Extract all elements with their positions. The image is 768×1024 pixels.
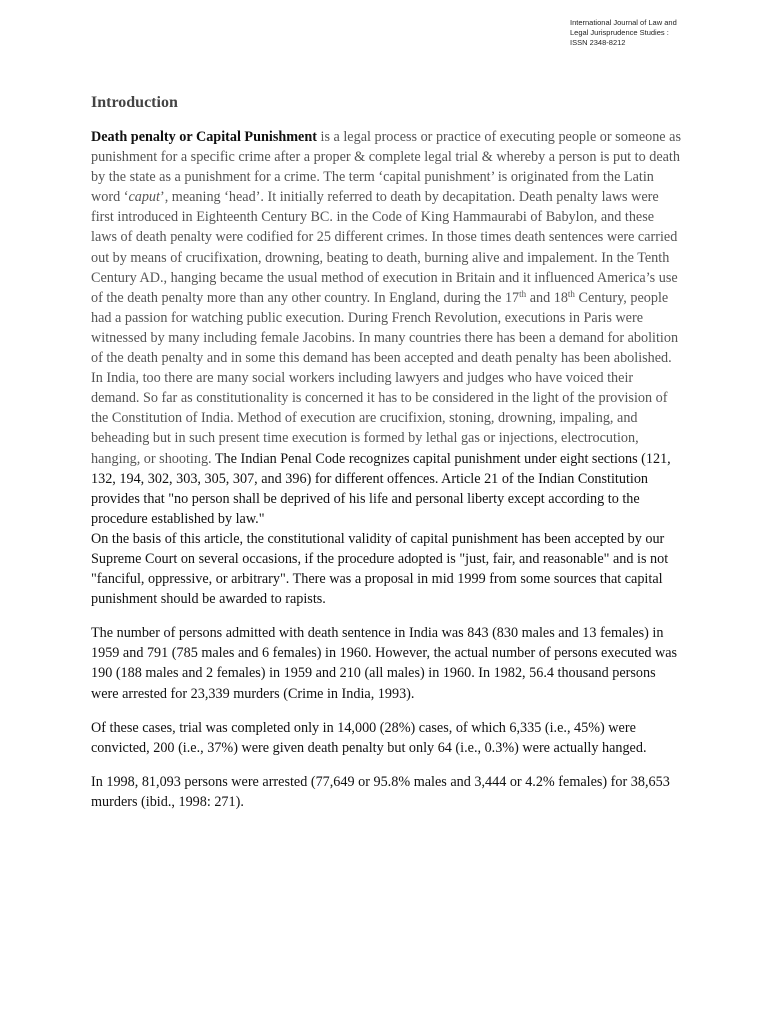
section-heading: Introduction bbox=[91, 94, 178, 111]
statistics-paragraph-1: The number of persons admitted with death sentence in India was 843 (830 males and 13 females) in 1959 and 791 (785 males and 6 females) in 1960. However, the actual number of persons executed was 190 (188 males and 2 females) in 1959 and 210 (all males) in 1960. In 1982, 56.4 thousand persons were arrested for 23,339 murders (Crime in India, 1993). bbox=[91, 625, 678, 702]
para1-text-basis: On the basis of this article, the constitutional validity of capital punishment has been accepted by our Supreme Court on several occasions, if the procedure adopted is "just, fair, and reasonable" and is not "fanciful, oppressive, or arbitrary". There was a proposal in mid 1999 from some sources that capital punishment should be awarded to rapists. bbox=[91, 530, 669, 608]
journal-issn: ISSN 2348-8212 bbox=[570, 38, 626, 47]
para1-text-a: is a legal process or practice of executing people or someone as punishment for a specific crime after a proper & complete legal trial & whereby a person is put to death by the state as a punishment for a crime. The term ‘capital punishment’ is originated from the Latin word ‘ bbox=[91, 129, 681, 206]
document-body bbox=[91, 92, 681, 812]
statistics-paragraph-3: In 1998, 81,093 persons were arrested (77,649 or 95.8% males and 3,444 or 4.2% females) for 38,653 murders (ibid., 1998: 271). bbox=[91, 773, 670, 810]
latin-word: caput bbox=[128, 189, 160, 206]
ordinal-suffix-17: th bbox=[519, 288, 527, 299]
journal-subtitle: Legal Jurisprudence Studies : bbox=[570, 28, 669, 37]
para1-text-ipc: The Indian Penal Code recognizes capital punishment under eight sections (121, 132, 194, 302, 303, 305, 307, and 396) for different offences. Article 21 of the Indian Constitution provides that "no person shall be deprived of his life and personal liberty except according to the procedure established by law." bbox=[91, 450, 671, 527]
ordinal-suffix-18: th bbox=[567, 288, 575, 299]
journal-title: International Journal of Law and bbox=[570, 18, 677, 27]
introduction-paragraph bbox=[91, 127, 681, 609]
statistics-paragraph-2: Of these cases, trial was completed only in 14,000 (28%) cases, of which 6,335 (i.e., 45%) were convicted, 200 (i.e., 37%) were given death penalty but only 64 (i.e., 0.3%) were actually hanged. bbox=[91, 719, 647, 756]
defined-term: Death penalty or Capital Punishment bbox=[91, 129, 317, 145]
journal-header bbox=[570, 18, 760, 48]
para1-text-and: and 18 bbox=[526, 289, 568, 306]
para1-text-b: ’, meaning ‘head’. It initially referred to death by decapitation. Death penalty laws were first introduced in Eighteenth Century BC. in the Code of King Hammaurabi of Babylon, and these laws of death penalty were codified for 25 different crimes. In those times death sentences were carried out by means of crucifixation, drowning, beating to death, burning alive and impalement. In the Tenth Century AD., hanging became the usual method of execution in Britain and it influenced America’s use of the death penalty more than any other country. In England, during the 17 bbox=[91, 189, 678, 306]
para1-text-c: Century, people had a passion for watching public execution. During French Revolution, executions in Paris were witnessed by many including female Jacobins. In many countries there has been a demand for abolition of the death penalty and in some this demand has been accepted and death penalty has been abolished. In India, too there are many social workers including lawyers and judges who have voiced their demand. So far as constitutionality is concerned it has to be considered in the light of the provision of the Constitution of India. Method of execution are crucifixion, stoning, drowning, impaling, and beheading but in such present time execution is formed by lethal gas or injections, electrocution, hanging, or shooting. bbox=[91, 289, 679, 467]
